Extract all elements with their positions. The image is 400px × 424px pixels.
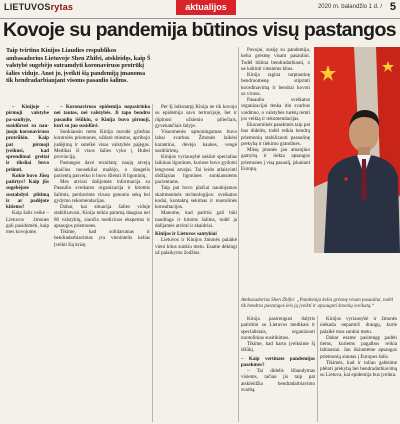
article-column-1a: [6, 104, 49, 422]
paragraph: Per šį laikotarpį Kinija ne tik kovojo su epidemija savo teritorijoje, bet ir rūpinosi užsienio piliečiais, gyvenančiais šalyje.: [155, 104, 237, 129]
masthead: [0, 0, 400, 19]
paragraph: Pasaulio sveikatos organizacijai tenka itin svarbus vaidmuo, o valstybės turėtų remti jos veiklą ir rekomendacijas.: [241, 97, 310, 122]
paragraph: Dabar, kai situacija šalies viduje stabilizavosi, Kinija teikia paramą daugiau nei 80 valstybių, siunčia medicinos ekspertus ir apsaugos priemones.: [54, 204, 150, 229]
ambassador-photo: [314, 47, 400, 253]
paragraph: Kaip šalis veikė – Lietuvos žmonės gali pasidomėti, kaip mes kovojome.: [6, 210, 49, 235]
column-divider: [238, 47, 239, 422]
newspaper-logo: [4, 2, 73, 12]
paragraph: Tikimės, kad ir toliau galėsime plėtoti prekybą bei bendradarbiavimą su Lietuva, kai epidemija bus įveikta.: [320, 359, 397, 379]
paragraph: Mes atvirai dalijomės informacija su Pasaulio sveikatos organizacija ir kitomis šalimis, perdavėme viruso genomo seką bei gydymo rekomendacijas.: [54, 179, 150, 204]
paragraph: Tikime, kad solidarumas ir bendradarbiavimas yra vienintelis kelias įveikti šią krizę.: [54, 229, 150, 248]
paragraph: Kinija pasirengusi dalytis patirtimi su Lietuvos medikais ir specialistais, organizuoti nuotolinius susitikimus.: [241, 316, 315, 341]
logo-part1: LIETUVOS: [4, 2, 51, 12]
section-tab: aktualijos: [176, 0, 236, 15]
paragraph: – Koronaviruso epidemija nepasirinko nei tautos, nei valstybės. Ji tapo bendru pasaulio iššūkiu, o Kinija buvo pirmoji, kuri su juo susidūrė.: [54, 104, 150, 129]
article-column-2: [155, 104, 237, 422]
paragraph: – Kinijoje – pirmoji valstybe pa-sauliyje, susidūrusi su nau-juoju koronavirusu protrūkiu. Kaip pat pirmoji įveikusi, kad sprendimai greitai ir tiksliai buvo priimti.: [6, 104, 49, 173]
subheading: Kinijos ir Lietuvos santykiai: [155, 231, 217, 237]
paragraph: Pavojai, susiję su pandemija, kelia grėsmę visam pasauliui. Todėl būtina bendradarbiauti, o ne kaltinti vieniems kitus.: [241, 47, 310, 72]
paragraph: Tikime, kad kartu įveiksime šį iššūkį.: [241, 341, 315, 354]
paragraph: Visuomenės sąmoningumas buvo labai svarbus. Žmonės laikėsi karantino, dėvėjo kaukes, vengė susibūrimų.: [155, 129, 237, 154]
article-column-4: [320, 316, 397, 422]
photo-caption: Ambasadorius Shen Zhifei: „Pandemija kelia grėsmę visam pasauliui, todėl tik bendros pastangos leis ją įveikti ir apsaugoti žmonių sveikatą.“: [241, 298, 394, 309]
paragraph: Kinijos vyriausybė sukūrė specialias laikinas ligonines, kuriose buvo gydomi lengvesni atvejai. Tai leido atlaisvinti didžiąsias ligonines sunkiausiems pacientams.: [155, 154, 237, 185]
paragraph: Kinija ragina tarptautinę bendruomenę stiprinti koordinavimą ir bendrai kovoti su virusu.: [241, 72, 310, 97]
article-headline: Kovoje su pandemija būtinos visų pastangos: [3, 19, 397, 41]
column-divider: [317, 316, 318, 422]
photo-illustration: [314, 47, 400, 253]
paragraph: Kokie buvo Jūsų patirtys? Kaip jūs sugebėjote sustabdyti plitimą ir ar padėjote kitiems?: [6, 172, 49, 210]
paragraph: Taip pat buvo plačiai naudojamos skaitmeninės technologijos: sveikatos kodai, kontaktų sekimas ir nuotolinės konsultacijos.: [155, 185, 237, 210]
subheading: – Kaip vertinate pandemijos pasekmes?: [241, 355, 315, 368]
paragraph: Kinijos vyriausybė ir žmonės niekada nepamirš draugų, kurie palaikė mus sunkiu metu.: [320, 316, 397, 335]
paragraph: Mūsų įmonės jau atnaujino gamybą ir tiekia apsaugos priemones į visą pasaulį, įskaitant Europą.: [241, 147, 310, 172]
issue-date: 2020 m. balandžio 1 d. /: [317, 4, 382, 10]
paragraph: Manome, kad patirtis gali būti naudinga ir kitoms šalims, todėl ja dalijamės atvirai ir skaidriai.: [155, 210, 237, 229]
paragraph: Ekonominės pasekmės taip pat bus didelės, todėl reikia bendrų priemonių stabilizuoti pasaulinę prekybą ir tiekimo grandines.: [241, 122, 310, 147]
paragraph: Lietuvos ir Kinijos žmonės palaikė vieni kitus sunkiu metu. Esame dėkingi už palaikymo žodžius.: [155, 237, 237, 256]
logo-part2: rytas: [50, 2, 74, 12]
article-column-3b: [241, 316, 315, 422]
column-divider: [152, 104, 153, 422]
page-number: 5: [389, 1, 396, 13]
paragraph: Pastangos davė rezultatų: naujų atvejų skaičius nuosekliai mažėjo, o daugelis pacientų pasveiko ir buvo išleisti iš ligoninių.: [54, 160, 150, 179]
article-lead: Taip tvirtino Kinijos Liaudies respublikos ambasadorius Lietuvoje Shen Zhifei, atskleidęs, kaip Š valstybė sugebėjo sutramdyti koronaviruso protrūkį šalies viduje. Anot jo, įveikti šią pandemiją įmanoma tik bendradarbiaujant visoms pasaulio šalims.: [6, 47, 151, 85]
article-column-1b: [54, 104, 150, 422]
paragraph: Dabar esame pasirengę padėti tiems, kuriems pagalbos reikia labiausiai. Jau išsiuntėme apsaugos priemonių siuntas į Europos šalis.: [320, 334, 397, 360]
article-column-3: [241, 47, 310, 249]
paragraph: – Tai didelis išbandymas visiems, tačiau jis taip pat atskleidžia bendradarbiavimo svarbą.: [241, 368, 315, 393]
paragraph: Sunkiausiu metu Kinija nurodė griežtas kontrolės priemones, uždarė miestus, apribojo judėjimą ir sutelkė visas valstybės pajėgas. Medikai iš visos šalies vyko į Hubei provinciją.: [54, 129, 150, 160]
